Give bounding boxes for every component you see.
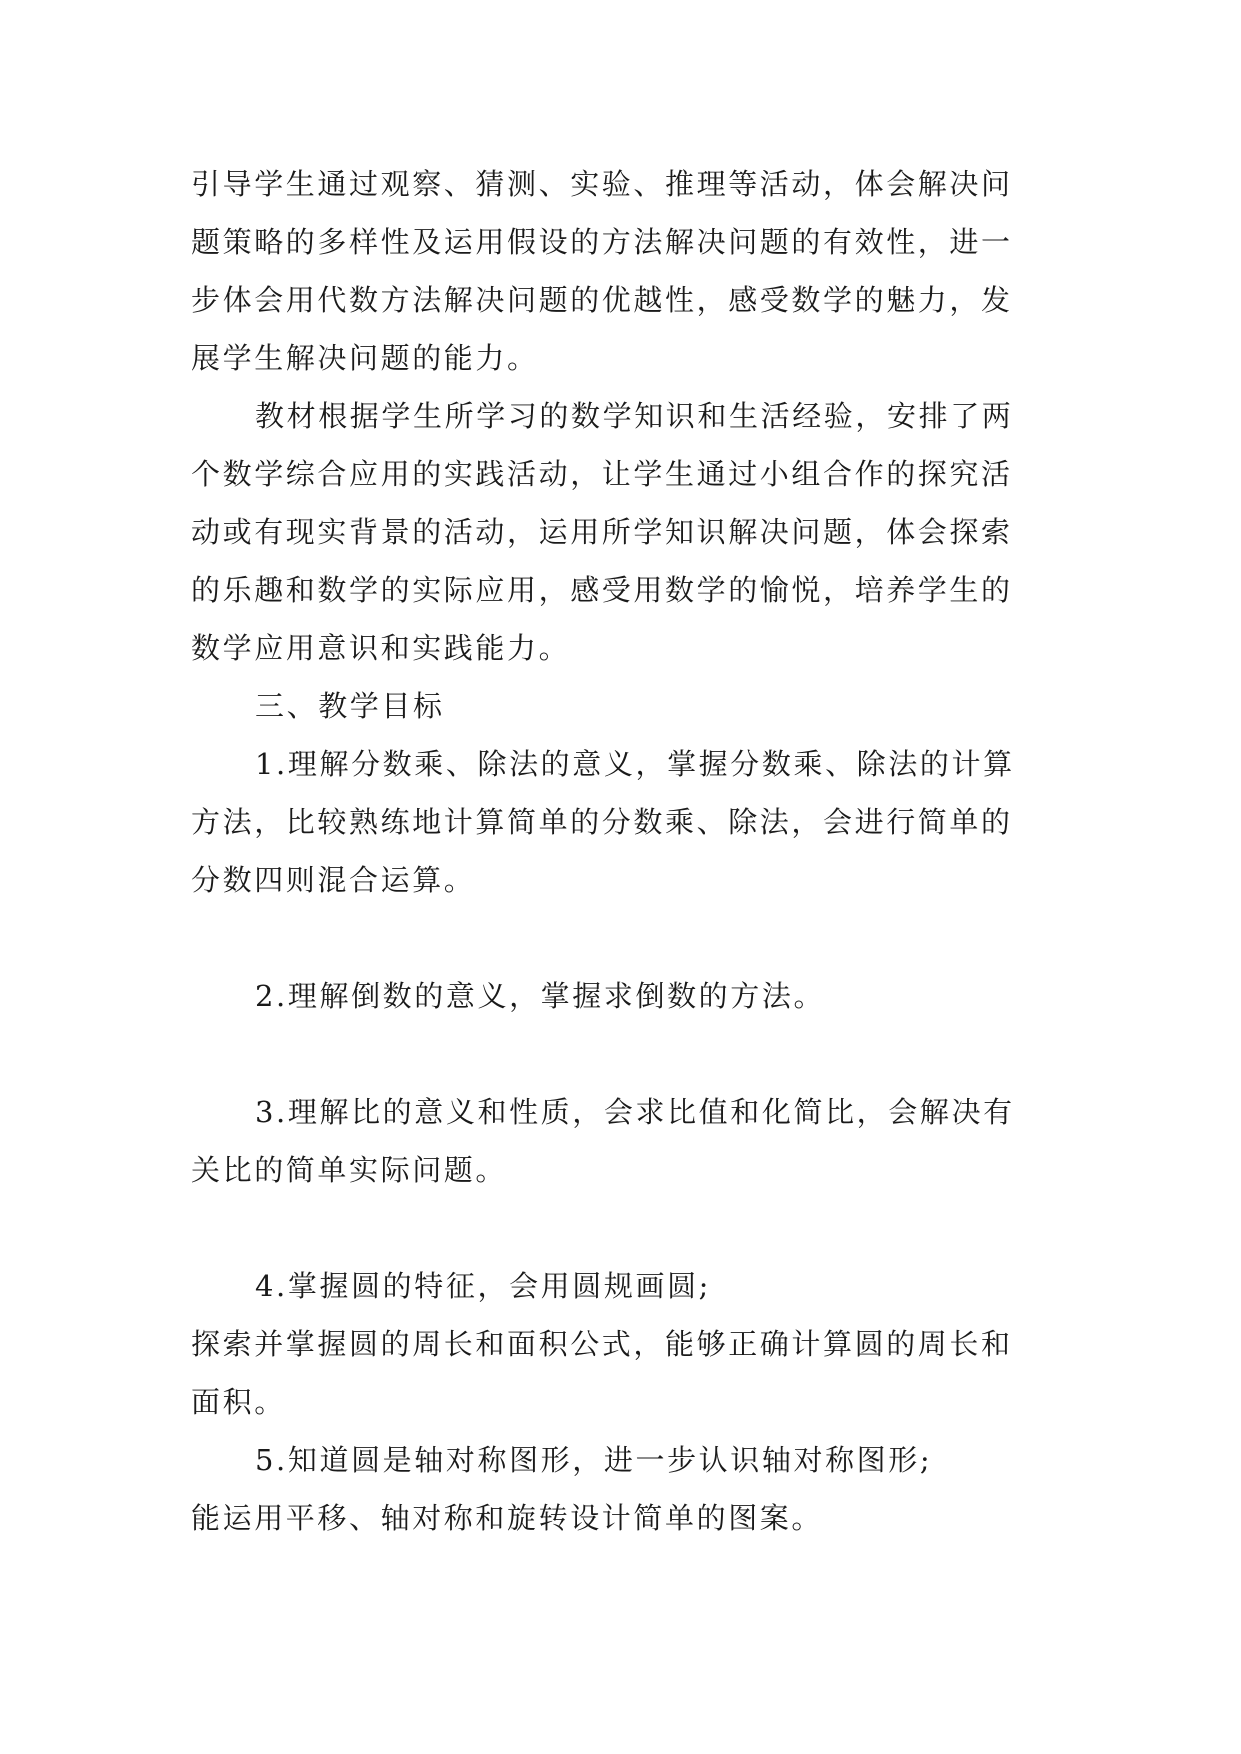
heading-text: 三、教学目标 xyxy=(255,689,445,723)
section-heading-teaching-goals xyxy=(191,677,1057,735)
text-line: 动或有现实背景的活动，运用所学知识解决问题，体会探索 xyxy=(191,515,1013,549)
goal-item-3 xyxy=(191,1083,1057,1199)
text-line: 展学生解决问题的能力。 xyxy=(191,341,539,375)
text-line: 能运用平移、轴对称和旋转设计简单的图案。 xyxy=(191,1501,824,1535)
goal-item-1 xyxy=(191,735,1057,909)
text-line: 分数四则混合运算。 xyxy=(191,863,476,897)
text-line: 3.理解比的意义和性质，会求比值和化简比，会解决有 xyxy=(255,1095,1015,1129)
text-line: 引导学生通过观察、猜测、实验、推理等活动，体会解决问 xyxy=(191,167,1013,201)
goal-item-5 xyxy=(191,1431,1057,1489)
text-line: 题策略的多样性及运用假设的方法解决问题的有效性，进一 xyxy=(191,225,1013,259)
text-line: 1.理解分数乘、除法的意义，掌握分数乘、除法的计算 xyxy=(255,747,1015,781)
goal-item-4 xyxy=(191,1257,1057,1315)
text-line: 关比的简单实际问题。 xyxy=(191,1153,508,1187)
paragraph-strategy-methods xyxy=(191,155,1057,387)
text-line: 步体会用代数方法解决问题的优越性，感受数学的魅力，发 xyxy=(191,283,1013,317)
text-line: 探索并掌握圆的周长和面积公式，能够正确计算圆的周长和 xyxy=(191,1327,1013,1361)
text-line: 5.知道圆是轴对称图形，进一步认识轴对称图形; xyxy=(255,1443,933,1477)
text-line: 方法，比较熟练地计算简单的分数乘、除法，会进行简单的 xyxy=(191,805,1013,839)
text-line: 4.掌握圆的特征，会用圆规画圆; xyxy=(255,1269,712,1303)
text-line: 面积。 xyxy=(191,1385,286,1419)
text-line: 的乐趣和数学的实际应用，感受用数学的愉悦，培养学生的 xyxy=(191,573,1013,607)
document-body xyxy=(191,155,1057,1547)
text-line: 教材根据学生所学习的数学知识和生活经验，安排了两 xyxy=(255,399,1014,433)
text-line: 2.理解倒数的意义，掌握求倒数的方法。 xyxy=(255,979,826,1013)
text-line: 数学应用意识和实践能力。 xyxy=(191,631,571,665)
goal-item-4-continued xyxy=(191,1315,1057,1431)
goal-item-5-continued xyxy=(191,1489,1057,1547)
paragraph-practice-activities xyxy=(191,387,1057,677)
goal-item-2 xyxy=(191,967,1057,1025)
text-line: 个数学综合应用的实践活动，让学生通过小组合作的探究活 xyxy=(191,457,1013,491)
